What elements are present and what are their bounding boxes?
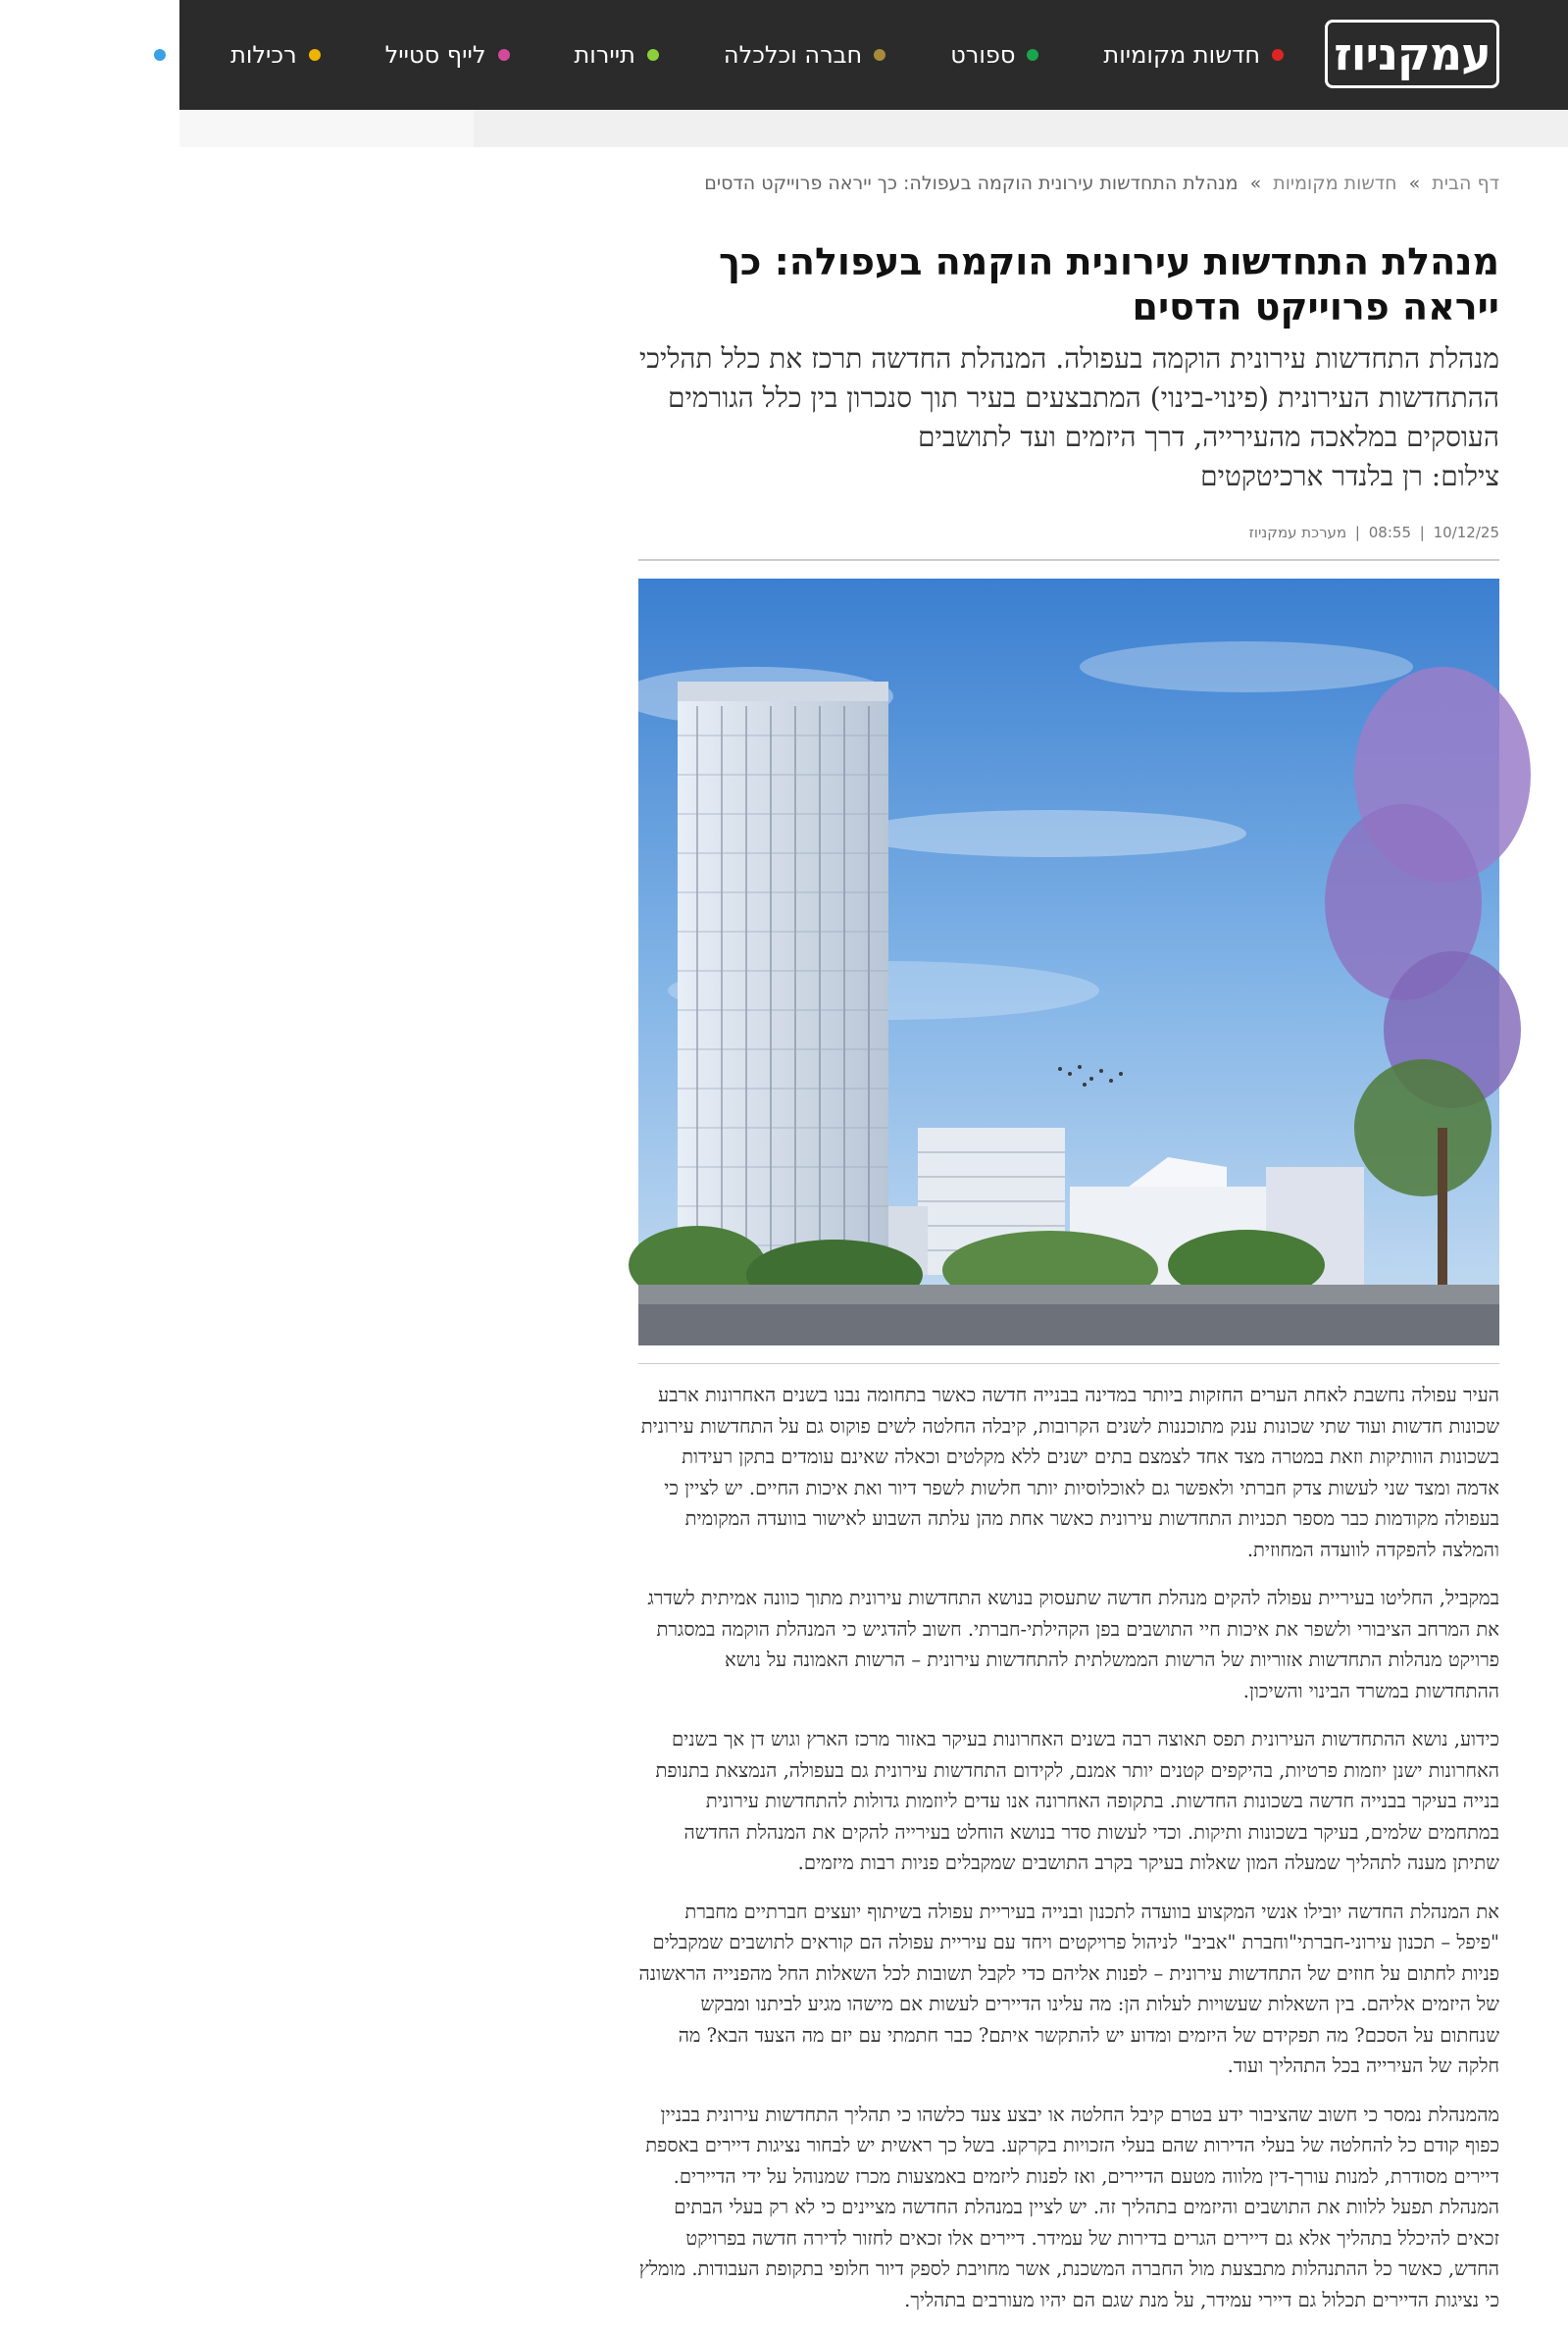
strip-left-panel [179,110,474,147]
nav-item-society-economy[interactable] [724,41,885,69]
nav-item-sports[interactable] [950,41,1038,69]
nav-item-label: רכילות [230,41,297,69]
nav-item-label: ספורט [950,41,1016,69]
breadcrumb [638,173,1499,194]
nav-dot-icon [1272,49,1284,61]
nav-item-label: תיירות [574,41,635,69]
nav-dot-icon [498,49,510,61]
nav-dot-icon [309,49,321,61]
article-author-link[interactable]: מערכת עמקניוז [1248,524,1347,541]
article-date: 10/12/25 [1433,524,1499,541]
breadcrumb-separator: » [1249,173,1262,194]
divider [638,1363,1499,1364]
nav-item-label: לייף סטייל [384,41,486,69]
main-nav [0,0,1284,110]
nav-dot-icon [154,49,166,61]
nav-dot-icon [1027,49,1038,61]
site-header [64,0,1568,110]
article-meta [638,524,1499,541]
breadcrumb-category-link[interactable]: חדשות מקומיות [1273,173,1397,194]
breadcrumb-separator: » [1408,173,1421,194]
site-logo-text: עמקניוז [1334,27,1491,80]
article-subtitle: מנהלת התחדשות עירונית הוקמה בעפולה. המנהלת החדשה תרכז את כלל תהליכי ההתחדשות העירונית (פינוי-בינוי) המתבצעים בעיר תוך סנכרון בין כלל הגורמים העוסקים במלאכה מהעירייה, דרך היזמים ועד לתושבים [638,342,1499,453]
nav-dot-icon [647,49,659,61]
photo-credit: צילום: רן בלנדר ארכיטקטים [1200,460,1499,492]
nav-item-lifestyle[interactable] [385,41,510,69]
article-title: מנהלת התחדשות עירונית הוקמה בעפולה: כך ייראה פרוייקט הדסים [718,240,1499,329]
nav-item-special[interactable] [65,41,166,69]
article-paragraph: במקביל, החליטו בעיריית עפולה להקים מנהלת חדשה שתעסוק בנושא התחדשות עירונית מתוך כוונה אמיתית לשדרג את המרחב הציבורי ולשפר את איכות חיי התושבים בפן הקהילתי-חברתי. חשוב להדגיש כי המנהלת הוקמה במסגרת פרויקט מנהלות התחדשות אזוריות של הרשות הממשלתית להתחדשות עירונית – הרשות האמונה על נושא ההתחדשות במשרד הבינוי והשיכון. [647,1587,1499,1702]
nav-item-label: חדשות מקומיות [1103,41,1260,69]
architectural-rendering [638,579,1499,1345]
article [638,147,1499,2333]
breadcrumb-home-link[interactable]: דף הבית [1432,173,1499,194]
chevron-down-icon: ▼ [64,45,77,65]
meta-separator: | [1354,524,1360,541]
hero-image [638,579,1499,1345]
article-body [638,1380,1499,2315]
nav-item-label: חברה וכלכלה [723,41,863,69]
article-paragraph: את המנהלת החדשה יובילו אנשי המקצוע בוועדה לתכנון ובנייה בעיריית עפולה בשיתוף יועצים חברתיים מחברת "פיפל – תכנון עירוני-חברתי"וחברת "אביב" לניהול פרויקטים ויחד עם עיריית עפולה הם קוראים לתושבים שמקבלים פניות לחתום על חוזים של התחדשות עירונית – לפנות אליהם כדי לקבל תשובות לכל השאלות החל מהפנייה הראשונה של היזמים אליהם. בין השאלות שעשויות לעלות הן: מה עלינו הדיירים לעשות אם מישהו מגיע לביתנו ומבקש שנחתום על הסכם? מה תפקידם של היזמים ומדוע יש להתקשר איתם? כבר חתמתי עם יזם מה הצעד הבא? מה חלקה של העירייה בכל התהליך ועוד. [638,1900,1499,2077]
article-time: 08:55 [1368,524,1411,541]
article-paragraph: מהמנהלת נמסר כי חשוב שהציבור ידע בטרם קיבל החלטה או יבצע צעד כלשהו כי תהליך התחדשות עירונית בבניין כפוף קודם כל להחלטה של בעלי הדירות שהם בעלי הזכויות בקרקע. בשל כך ראשית יש לבחור נציגות דיירים באספת דיירים מסודרת, למנות עורך-דין מלווה מטעם הדיירים, ואז לפנות ליזמים באמצעות מכרז שמנוהל על ידי הדיירים. המנהלת תפעל ללוות את התושבים והיזמים בתהליך זה. יש לציין במנהלת החדשה מציינים כי לא רק בעלי הבתים זכאים להיכלל בתהליך אלא גם דיירים הגרים בדירות של עמידר. דיירים אלו זכאים לחזור לדירה חדשה בפרויקט החדש, כאשר כל ההתנהלות מתבצעת מול החברה המשכנת, אשר מחויבת לספק דיור חלופי בתקופת העבודות. מומלץ כי נציגות הדיירים תכלול גם דיירי עמידר, על מנת שגם הם יהיו מעורבים בתהליך. [638,2103,1499,2311]
divider [638,559,1499,561]
nav-item-tourism[interactable] [575,41,659,69]
site-logo[interactable] [1325,20,1499,88]
nav-item-local-news[interactable] [1103,41,1284,69]
breadcrumb-current: מנהלת התחדשות עירונית הוקמה בעפולה: כך ייראה פרוייקט הדסים [704,173,1239,194]
meta-separator: | [1419,524,1425,541]
header-divider-strip [179,110,1568,147]
nav-item-label: מיוחד [86,41,143,69]
article-paragraph: העיר עפולה נחשבת לאחת הערים החזקות ביותר במדינה בבנייה חדשה כאשר בתחומה נבנו בשנים האחרונות ארבע שכונות חדשות ועוד שתי שכונות ענק מתוכננות לשנים הקרובות, קיבלה החלטה לשים פוקוס גם על התחדשות עירונית בשכונות הוותיקות וזאת במטרה מצד אחד לצמצם בתים ישנים ללא מקלטים וכאלה שאינם עומדים בתקן רעידות אדמה ומצד שני לעשות צדק חברתי ולאפשר גם לאוכלוסיות יותר חלשות לשפר דיור ואת איכות החיים. יש לציין כי בעפולה מקודמות כבר מספר תכניות התחדשות עירונית כאשר אחת מהן עלתה השבוע לאישור בוועדה המקומית והמלצה להפקדה לוועדה המחוזית. [640,1384,1499,1561]
nav-dot-icon [874,49,885,61]
nav-item-gossip[interactable] [230,41,321,69]
article-paragraph: כידוע, נושא ההתחדשות העירונית תפס תאוצה רבה בשנים האחרונות בעיקר באזור מרכז הארץ וגוש דן אך בשנים האחרונות ישנן יוזמות פרטיות, בהיקפים קטנים יותר אמנם, לקידום התחדשות עירונית גם בעפולה, הנמצאת בתנופת בנייה בעיקר בבנייה חדשה בשכונות החדשות. בתקופה האחרונה אנו עדים ליוזמות גדולות להתחדשות עירונית במתחמים שלמים, בעיקר בשכונות ותיקות. וכדי לעשות סדר בנושא הוחלט בעירייה להקים את המנהלת החדשה שתיתן מענה לתהליך שמעלה המון שאלות בעיקר בקרב התושבים שמקבלים פניות רבות מיזמים. [655,1728,1499,1874]
